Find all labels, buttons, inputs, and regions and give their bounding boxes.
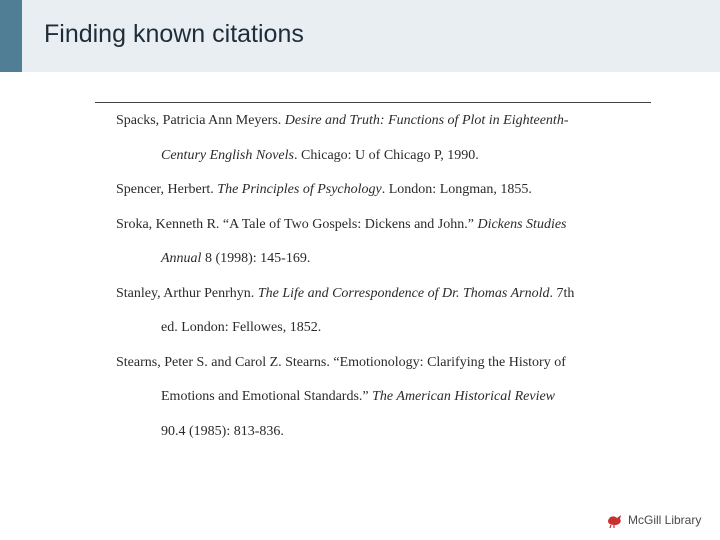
citation-first-line [116, 181, 532, 199]
citation-text: . Chicago: U of Chicago P, 1990. [294, 147, 479, 163]
citation-text: Emotions and Emotional Standards.” [161, 389, 373, 404]
citation-text: Spacks, Patricia Ann Meyers. [116, 113, 285, 128]
citation-italic-text: The Life and Correspondence of Dr. Thomas Arnold [257, 285, 550, 301]
citation-text: Spencer, Herbert. [116, 182, 218, 197]
citation-text: 8 (1998): 145-169. [201, 251, 311, 266]
bird-icon [606, 512, 624, 528]
citation-continuation-line [161, 250, 310, 268]
header-accent-bar [0, 0, 22, 72]
citation-first-line [116, 112, 568, 130]
citation-text: Stanley, Arthur Penrhyn. [116, 285, 258, 301]
citation-continuation-line [161, 423, 284, 441]
citation-first-line [116, 354, 566, 372]
logo-text: McGill Library [628, 513, 702, 527]
citation-text: 90.4 (1985): 813-836. [161, 423, 284, 439]
citation-italic-text: Dickens Studies [477, 216, 567, 232]
citation-text: Stearns, Peter S. and Carol Z. Stearns. “Emotionology: Clarifying the History of [116, 354, 566, 370]
citation-continuation-line [161, 147, 479, 165]
citation-continuation-line [161, 388, 555, 406]
slide-header [0, 0, 720, 72]
top-rule [95, 102, 651, 103]
citation-italic-text: Desire and Truth: Functions of Plot in Eighteenth- [284, 113, 569, 128]
citation-continuation-line [161, 319, 321, 337]
citation-text: . 7th [549, 285, 575, 301]
slide-title: Finding known citations [44, 20, 304, 48]
mcgill-library-logo [606, 510, 706, 530]
citation-text: . London: Longman, 1855. [381, 182, 532, 197]
citation-italic-text: Century English Novels [161, 147, 294, 163]
citation-first-line [116, 216, 567, 234]
citation-italic-text: Annual [161, 251, 202, 266]
citation-text: Sroka, Kenneth R. “A Tale of Two Gospels: Dickens and John.” [116, 216, 478, 232]
citation-italic-text: The American Historical Review [372, 389, 556, 404]
citation-italic-text: The Principles of Psychology [217, 182, 382, 197]
citation-first-line [116, 285, 574, 303]
citation-text: ed. London: Fellowes, 1852. [161, 320, 322, 335]
